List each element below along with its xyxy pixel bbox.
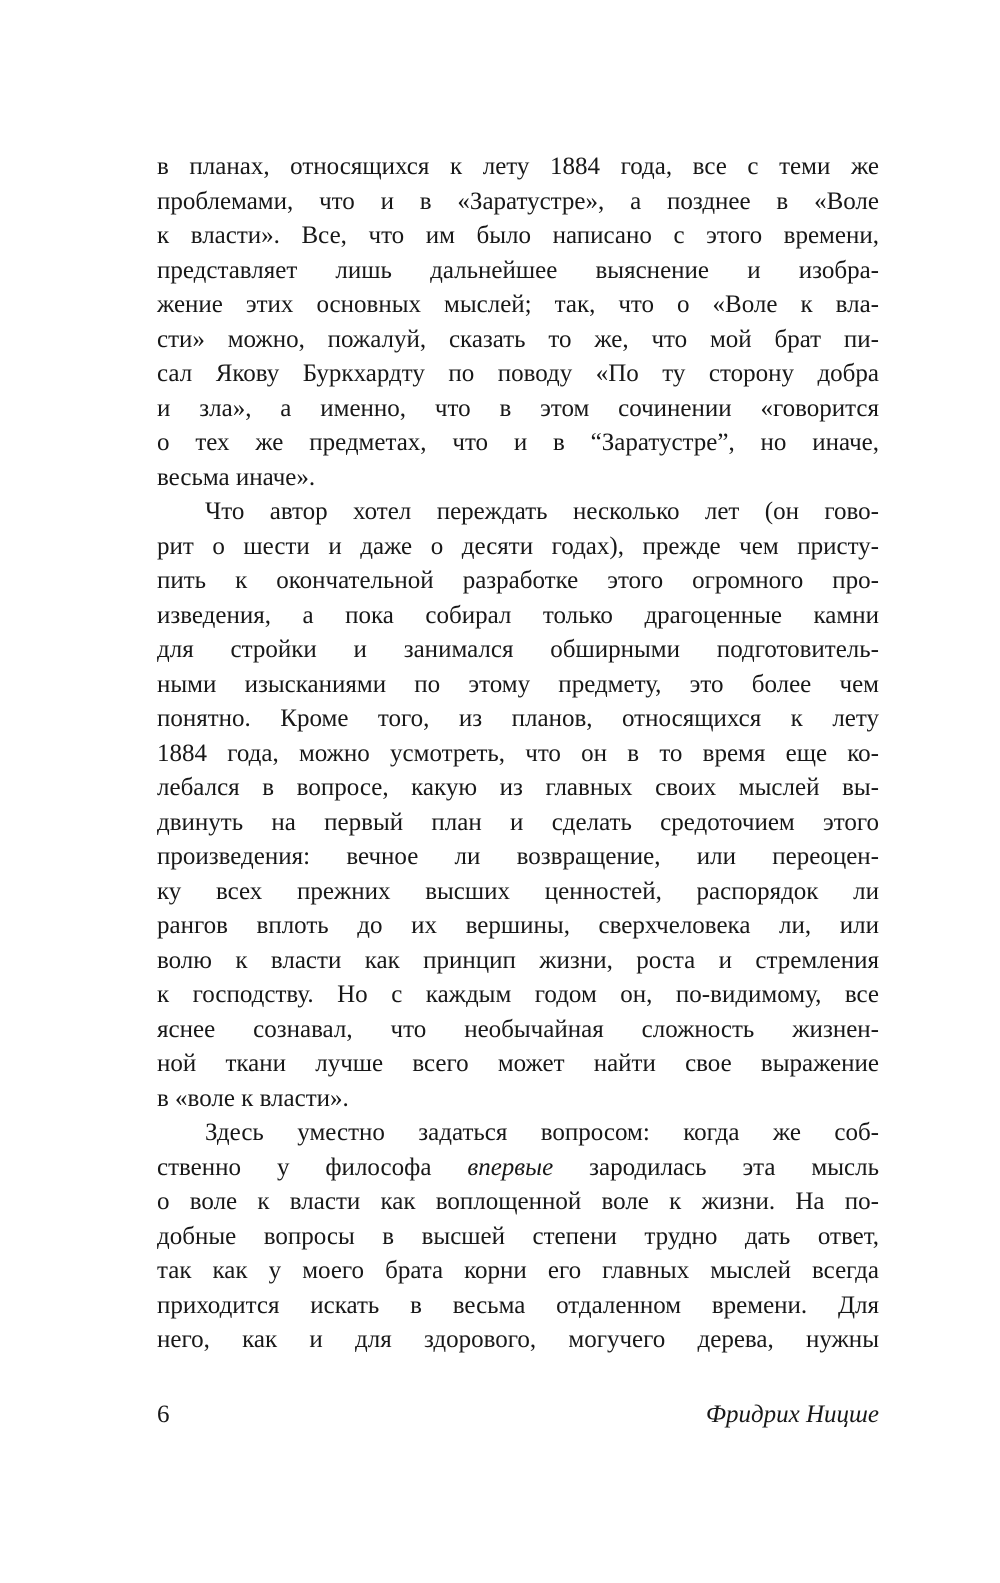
- text-line: изведения, а пока собирал только драгоценные камни: [157, 601, 879, 629]
- text-line: 1884 года, можно усмотреть, что он в то время еще ко-: [157, 739, 879, 767]
- text-line: приходится искать в весьма отдаленном времени. Для: [157, 1291, 879, 1319]
- page-footer: [157, 1398, 879, 1433]
- text-line: к власти». Все, что им было написано с этого времени,: [157, 222, 879, 249]
- text-line: для стройки и занимался обширными подготовитель-: [157, 636, 879, 663]
- text-line: весьма иначе».: [157, 463, 316, 491]
- text-line: представляет лишь дальнейшее выяснение и изобра-: [157, 256, 879, 284]
- text-line: волю к власти как принцип жизни, роста и стремления: [157, 946, 879, 974]
- text-line: Что автор хотел переждать несколько лет (он гово-: [205, 498, 879, 525]
- text-line: [157, 1151, 879, 1186]
- text-line: в планах, относящихся к лету 1884 года, все с теми же: [157, 153, 879, 180]
- text-line: сти» можно, пожалуй, сказать то же, что мой брат пи-: [157, 325, 879, 353]
- text-segment: зародилась эта мысль: [589, 1153, 880, 1181]
- text-line: в «воле к власти».: [157, 1084, 349, 1112]
- text-line: проблемами, что и в «Заратустре», а позднее в «Воле: [157, 187, 879, 215]
- text-segment: ственно у философа: [157, 1153, 432, 1181]
- paragraph: [157, 150, 879, 495]
- italic-word: впервые: [467, 1153, 554, 1181]
- text-line: яснее сознавал, что необычайная сложность жизнен-: [157, 1015, 879, 1043]
- text-line: ными изысканиями по этому предмету, это более чем: [157, 670, 879, 698]
- text-line: рангов вплоть до их вершины, сверхчеловека ли, или: [157, 912, 879, 939]
- text-line: к господству. Но с каждым годом он, по-видимому, все: [157, 981, 879, 1008]
- text-line: добные вопросы в высшей степени трудно дать ответ,: [157, 1222, 879, 1250]
- running-title: Фридрих Ницше: [705, 1401, 879, 1428]
- text-line: и зла», а именно, что в этом сочинении «говорится: [157, 394, 879, 422]
- paragraph: [157, 1116, 879, 1358]
- text-line: двинуть на первый план и сделать средоточием этого: [157, 808, 879, 836]
- text-line: о тех же предметах, что и в “Заратустре”, но иначе,: [157, 429, 879, 456]
- paragraph: [157, 495, 879, 1116]
- text-line: так как у моего брата корни его главных мыслей всегда: [157, 1257, 879, 1284]
- text-line: пить к окончательной разработке этого огромного про-: [157, 567, 879, 594]
- text-line: произведения: вечное ли возвращение, или переоцен-: [157, 843, 879, 870]
- text-line: жение этих основных мыслей; так, что о «Воле к вла-: [157, 291, 879, 318]
- text-line: него, как и для здорового, могучего дерева, нужны: [157, 1326, 879, 1353]
- text-line: понятно. Кроме того, из планов, относящихся к лету: [157, 705, 879, 732]
- text-line: Здесь уместно задаться вопросом: когда же соб-: [205, 1119, 879, 1146]
- text-line: сал Якову Буркхардту по поводу «По ту сторону добра: [157, 360, 879, 387]
- text-line: рит о шести и даже о десяти годах), прежде чем присту-: [157, 532, 879, 560]
- text-line: лебался в вопросе, какую из главных своих мыслей вы-: [157, 774, 879, 801]
- text-line: ку всех прежних высших ценностей, распорядок ли: [157, 877, 879, 905]
- page-number: 6: [157, 1401, 170, 1428]
- text-line: о воле к власти как воплощенной воле к жизни. На по-: [157, 1188, 879, 1215]
- text-line: ной ткани лучше всего может найти свое выражение: [157, 1050, 879, 1077]
- text-block: [157, 150, 879, 1358]
